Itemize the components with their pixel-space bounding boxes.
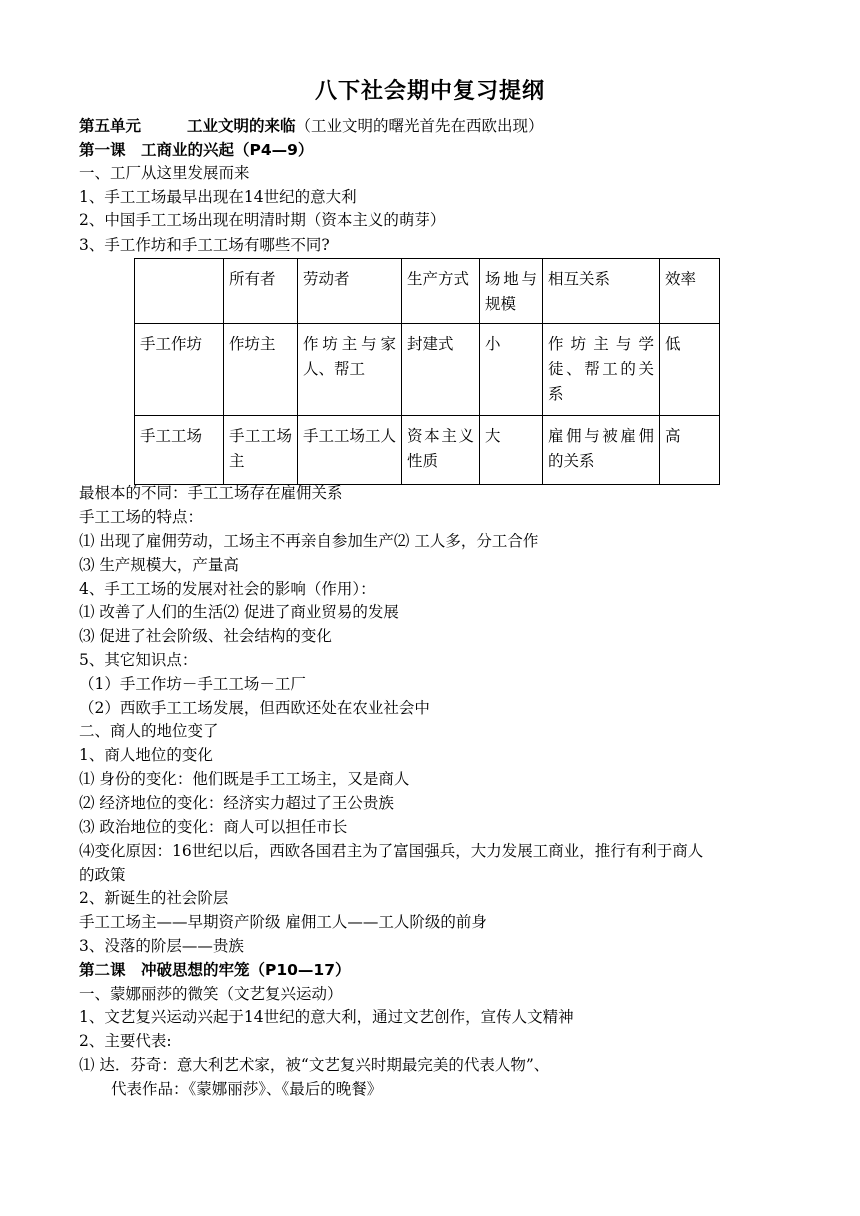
table-cell: 作坊主与家人、帮工 bbox=[298, 324, 402, 416]
table-cell: 手工作坊 bbox=[135, 324, 224, 416]
text-line: ⑵ 经济地位的变化：经济实力超过了王公贵族 bbox=[79, 794, 394, 812]
table-cell: 作坊主与学徒、帮工的关系 bbox=[543, 324, 660, 416]
lesson-2-title: 第二课 冲破思想的牢笼（P10—17） bbox=[79, 961, 351, 979]
table-cell: 资本主义性质 bbox=[402, 416, 480, 485]
text-line: 2、中国手工工场出现在明清时期（资本主义的萌芽） bbox=[79, 211, 446, 229]
table-header-row bbox=[135, 259, 720, 324]
unit-name: 工业文明的来临 bbox=[187, 117, 296, 135]
table-cell: 作坊主 bbox=[224, 324, 298, 416]
text-line: ⑷变化原因：16世纪以后，西欧各国君主为了富国强兵，大力发展工商业，推行有利于商人 bbox=[79, 842, 704, 860]
text-line: 1、手工工场最早出现在14世纪的意大利 bbox=[79, 188, 357, 206]
text-line: ⑶ 促进了社会阶级、社会结构的变化 bbox=[79, 627, 332, 645]
text-line: ⑴ 出现了雇佣劳动，工场主不再亲自参加生产⑵ 工人多，分工合作 bbox=[79, 532, 539, 550]
text-line: ⑶ 政治地位的变化：商人可以担任市长 bbox=[79, 818, 348, 836]
table-cell: 手工工场工人 bbox=[298, 416, 402, 485]
text-line: ⑴ 改善了人们的生活⑵ 促进了商业贸易的发展 bbox=[79, 603, 399, 621]
text-line: 最根本的不同：手工工场存在雇佣关系 bbox=[79, 484, 343, 502]
comparison-table bbox=[134, 258, 720, 485]
text-line: （1）手工作坊－手工工场－工厂 bbox=[79, 675, 306, 693]
text-line: 二、商人的地位变了 bbox=[79, 722, 219, 740]
table-cell: 相互关系 bbox=[543, 259, 660, 324]
table-cell: 效率 bbox=[660, 259, 720, 324]
text-line: 一、蒙娜丽莎的微笑（文艺复兴运动） bbox=[79, 985, 343, 1003]
unit-heading bbox=[79, 115, 544, 137]
text-line: 3、没落的阶层——贵族 bbox=[79, 937, 244, 955]
text-line: ⑴ 达．芬奇：意大利艺术家，被“文艺复兴时期最完美的代表人物”、 bbox=[79, 1056, 550, 1074]
text-line: 的政策 bbox=[79, 866, 126, 884]
text-line: 代表作品：《蒙娜丽莎》、《最后的晚餐》 bbox=[111, 1080, 383, 1098]
text-line: 4、手工工场的发展对社会的影响（作用）： bbox=[79, 580, 376, 598]
lesson-1-title: 第一课 工商业的兴起（P4—9） bbox=[79, 141, 314, 159]
unit-label: 第五单元 bbox=[79, 117, 142, 135]
text-line: 手工工场的特点： bbox=[79, 508, 204, 526]
table-cell: 雇佣与被雇佣的关系 bbox=[543, 416, 660, 485]
text-line: 手工工场主——早期资产阶级 雇佣工人——工人阶级的前身 bbox=[79, 913, 487, 931]
table-row bbox=[135, 416, 720, 485]
text-line: 5、其它知识点： bbox=[79, 651, 198, 669]
text-line: 1、文艺复兴运动兴起于14世纪的意大利，通过文艺创作，宣传人文精神 bbox=[79, 1008, 574, 1026]
text-line: 2、主要代表: bbox=[79, 1032, 172, 1050]
text-line: 2、新诞生的社会阶层 bbox=[79, 889, 229, 907]
table-row bbox=[135, 324, 720, 416]
table-cell: 手工工场 bbox=[135, 416, 224, 485]
table-cell: 低 bbox=[660, 324, 720, 416]
text-line: 1、商人地位的变化 bbox=[79, 746, 213, 764]
table-cell: 手工工场主 bbox=[224, 416, 298, 485]
text-line: 一、工厂从这里发展而来 bbox=[79, 164, 250, 182]
table-cell: 小 bbox=[480, 324, 543, 416]
table-cell: 封建式 bbox=[402, 324, 480, 416]
table-cell: 高 bbox=[660, 416, 720, 485]
table-cell: 生产方式 bbox=[402, 259, 480, 324]
table-cell: 大 bbox=[480, 416, 543, 485]
table-cell bbox=[135, 259, 224, 324]
text-line: 3、手工作坊和手工工场有哪些不同? bbox=[79, 236, 330, 254]
unit-note: （工业文明的曙光首先在西欧出现） bbox=[295, 117, 544, 135]
text-line: ⑶ 生产规模大，产量高 bbox=[79, 556, 239, 574]
text-line: （2）西欧手工工场发展，但西欧还处在农业社会中 bbox=[79, 699, 430, 717]
document-title: 八下社会期中复习提纲 bbox=[314, 79, 545, 104]
table-cell: 所有者 bbox=[224, 259, 298, 324]
table-cell: 场地与规模 bbox=[480, 259, 543, 324]
text-line: ⑴ 身份的变化：他们既是手工工场主，又是商人 bbox=[79, 770, 410, 788]
table-cell: 劳动者 bbox=[298, 259, 402, 324]
